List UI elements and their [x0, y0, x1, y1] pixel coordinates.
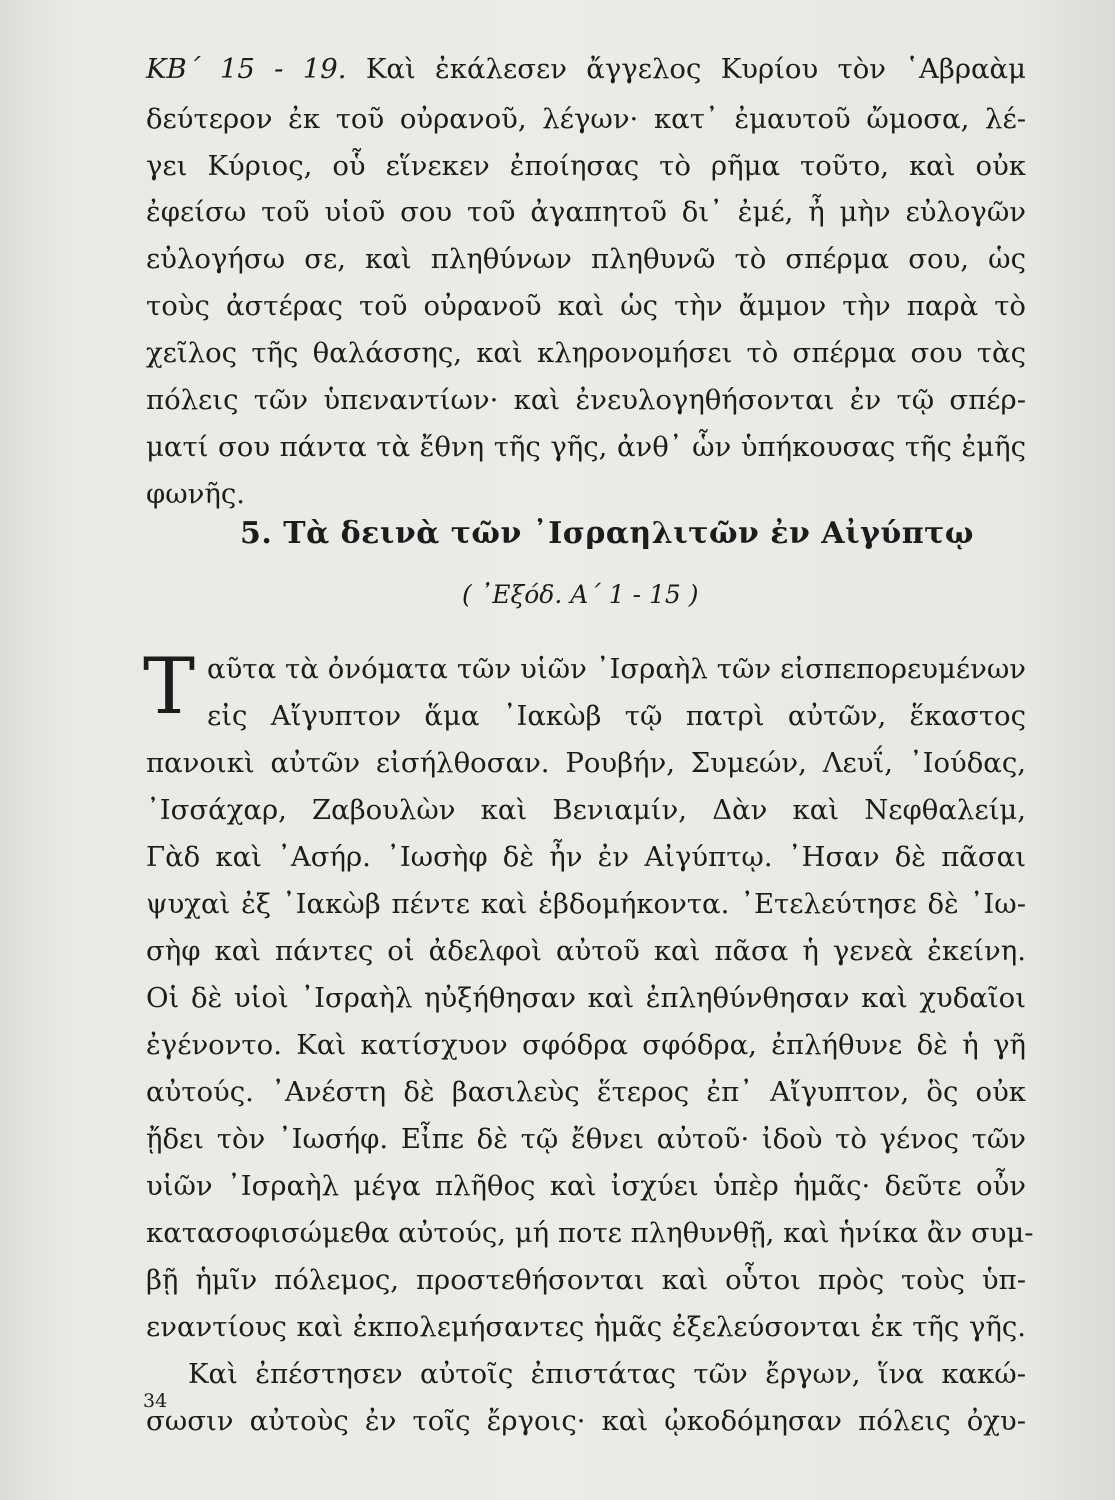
- paragraph-2-line-9: ἐγένοντο. Καὶ κατίσχυον σφόδρα σφόδρα, ἐπλήθυνε δὲ ἡ γῆ: [146, 1029, 1026, 1061]
- paragraph-2-line-5: Γὰδ καὶ ᾽Ασήρ. ᾽Ιωσὴφ δὲ ἦν ἐν Αἰγύπτῳ. ᾽Ησαν δὲ πᾶσαι: [146, 841, 1026, 873]
- paragraph-1-line-7: χεῖλος τῆς θαλάσσης, καὶ κληρονομήσει τὸ σπέρμα σου τὰς: [146, 337, 1026, 369]
- paragraph-2-line-15: εναντίους καὶ ἐκπολεμήσαντες ἡμᾶς ἐξελεύσονται ἐκ τῆς γῆς.: [146, 1311, 1026, 1343]
- paragraph-1-line-6: τοὺς ἀστέρας τοῦ οὐρανοῦ καὶ ὡς τὴν ἄμμον τὴν παρὰ τὸ: [146, 290, 1026, 322]
- page-number: 34: [143, 1390, 168, 1412]
- section-subheading: ( ᾽Εξόδ. Α΄ 1 - 15 ): [462, 580, 699, 609]
- drop-cap: Τ: [143, 642, 196, 732]
- paragraph-3-line-2: σωσιν αὐτοὺς ἐν τοῖς ἔργοις· καὶ ᾠκοδόμησαν πόλεις ὀχυ-: [146, 1405, 1026, 1437]
- paragraph-1-line-10: φωνῆς.: [146, 478, 246, 510]
- paragraph-2-line-3: πανοικὶ αὐτῶν εἰσήλθοσαν. Ρουβήν, Συμεών, Λευΐ, ᾽Ιούδας,: [146, 747, 1026, 779]
- verse-reference: ΚΒ΄ 15 - 19.: [146, 53, 347, 85]
- paragraph-2-line-6: ψυχαὶ ἐξ ᾽Ιακὼβ πέντε καὶ ἑβδομήκοντα. ᾽Ετελεύτησε δὲ ᾽Ιω-: [146, 888, 1026, 920]
- paragraph-1-line-8: πόλεις τῶν ὑπεναντίων· καὶ ἐνευλογηθήσονται ἐν τῷ σπέρ-: [146, 384, 1026, 416]
- paragraph-2-line-13: κατασοφισώμεθα αὐτούς, μή ποτε πληθυνθῇ, καὶ ἡνίκα ἂν συμ-: [146, 1217, 1034, 1249]
- paragraph-2-line-2: εἰς Αἴγυπτον ἅμα ᾽Ιακὼβ τῷ πατρὶ αὐτῶν, ἕκαστος: [207, 700, 1026, 732]
- paragraph-3-line-1: Καὶ ἐπέστησεν αὐτοῖς ἐπιστάτας τῶν ἔργων, ἵνα κακώ-: [188, 1358, 1026, 1390]
- paragraph-2-line-12: υἱῶν ᾽Ισραὴλ μέγα πλῆθος καὶ ἰσχύει ὑπὲρ ἡμᾶς· δεῦτε οὖν: [146, 1170, 1026, 1202]
- paragraph-1-line-5: εὐλογήσω σε, καὶ πληθύνων πληθυνῶ τὸ σπέρμα σου, ὡς: [146, 243, 1026, 275]
- paragraph-2-line-14: βῇ ἡμῖν πόλεμος, προστεθήσονται καὶ οὗτοι πρὸς τοὺς ὑπ-: [146, 1264, 1026, 1296]
- paragraph-1-line-1: ΚΒ΄ 15 - 19. Καὶ ἐκάλεσεν ἄγγελος Κυρίου τὸν ῾Αβραὰμ: [146, 53, 1026, 85]
- paragraph-2-line-8: Οἱ δὲ υἱοὶ ᾽Ισραὴλ ηὐξήθησαν καὶ ἐπληθύνθησαν καὶ χυδαῖοι: [146, 982, 1026, 1014]
- paragraph-1-line-9: ματί σου πάντα τὰ ἔθνη τῆς γῆς, ἀνθ᾽ ὧν ὑπήκουσας τῆς ἐμῆς: [146, 431, 1026, 463]
- paragraph-2-line-11: ᾔδει τὸν ᾽Ιωσήφ. Εἶπε δὲ τῷ ἔθνει αὐτοῦ· ἰδοὺ τὸ γένος τῶν: [146, 1123, 1026, 1155]
- paragraph-1-line-2: δεύτερον ἐκ τοῦ οὐρανοῦ, λέγων· κατ᾽ ἐμαυτοῦ ὤμοσα, λέ-: [146, 103, 1026, 135]
- paragraph-2-line-4: ᾽Ισσάχαρ, Ζαβουλὼν καὶ Βενιαμίν, Δὰν καὶ Νεφθαλείμ,: [146, 794, 1026, 826]
- paragraph-1-line-4: ἐφείσω τοῦ υἱοῦ σου τοῦ ἀγαπητοῦ δι᾽ ἐμέ, ἦ μὴν εὐλογῶν: [146, 196, 1026, 228]
- section-heading: 5. Τὰ δεινὰ τῶν ᾽Ισραηλιτῶν ἐν Αἰγύπτῳ: [240, 516, 974, 551]
- paragraph-2-line-10: αὐτούς. ᾽Ανέστη δὲ βασιλεὺς ἕτερος ἐπ᾽ Αἴγυπτον, ὃς οὐκ: [146, 1076, 1026, 1108]
- paragraph-1-line-3: γει Κύριος, οὗ εἵνεκεν ἐποίησας τὸ ρῆμα τοῦτο, καὶ οὐκ: [146, 150, 1026, 182]
- paragraph-2-line-7: σὴφ καὶ πάντες οἱ ἀδελφοὶ αὐτοῦ καὶ πᾶσα ἡ γενεὰ ἐκείνη.: [146, 935, 1026, 967]
- paragraph-2-line-1: αῦτα τὰ ὀνόματα τῶν υἱῶν ᾽Ισραὴλ τῶν εἰσπεπορευμένων: [207, 653, 1026, 685]
